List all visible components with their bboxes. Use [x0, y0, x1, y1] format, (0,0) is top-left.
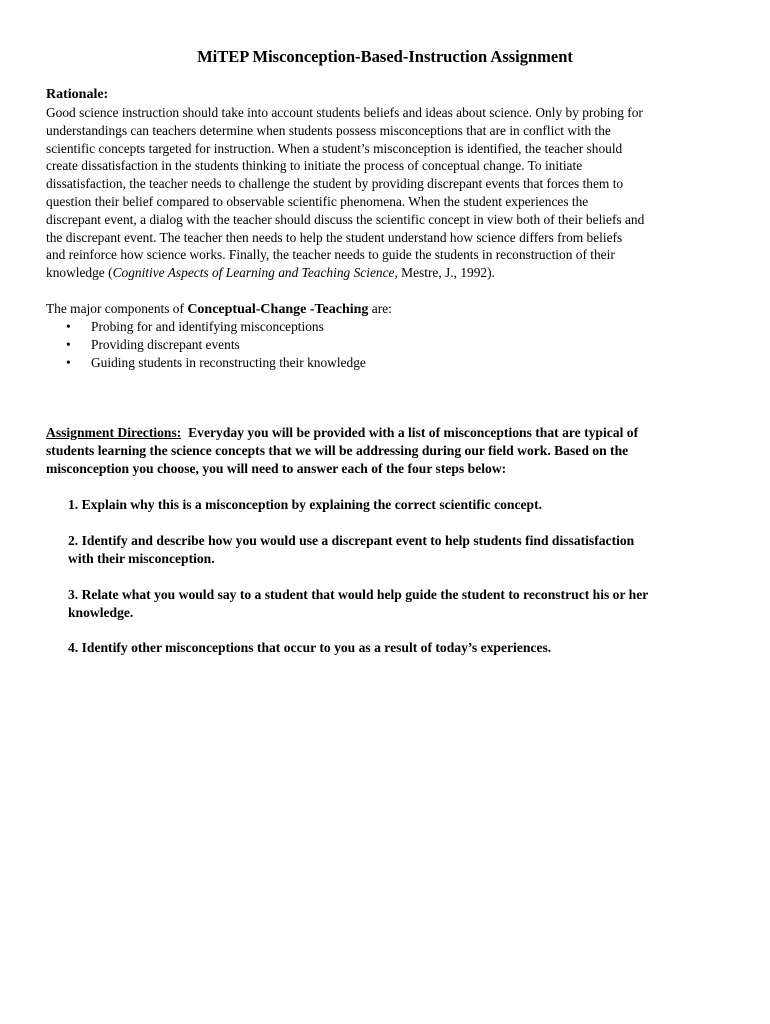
components-intro-prefix: The major components of: [46, 301, 188, 316]
step-line: 2. Identify and describe how you would use a discrepant event to help students find dissatisfaction: [68, 533, 635, 548]
directions-line: students learning the science concepts that we will be addressing during our field work. Based on the: [46, 443, 629, 458]
rationale-paragraph: [46, 104, 736, 282]
step-1: [68, 496, 748, 514]
citation-prefix: knowledge (: [46, 265, 113, 281]
document-title: MiTEP Misconception-Based-Instruction Assignment: [197, 47, 573, 66]
citation-title: Cognitive Aspects of Learning and Teaching Science: [112, 265, 395, 281]
step-line: 1. Explain why this is a misconception by explaining the correct scientific concept.: [68, 497, 543, 512]
step-line: 4. Identify other misconceptions that occur to you as a result of today’s experiences.: [68, 640, 552, 655]
citation-suffix: , Mestre, J., 1992).: [394, 265, 495, 281]
rationale-line: dissatisfaction, the teacher needs to challenge the student by providing discrepant events that forces them to: [46, 176, 624, 192]
step-line: 3. Relate what you would say to a student that would help guide the student to reconstruct his or her: [68, 587, 649, 602]
directions-line: misconception you choose, you will need to answer each of the four steps below:: [46, 461, 507, 476]
rationale-line: and reinforce how science works. Finally, the teacher needs to guide the students in reconstruction of their: [46, 247, 615, 263]
list-item-text: Guiding students in reconstructing their knowledge: [91, 355, 366, 370]
bullet-icon: •: [66, 355, 71, 370]
step-line: knowledge.: [68, 605, 134, 620]
list-item: [64, 336, 366, 354]
directions-text: Everyday you will be provided with a list of misconceptions that are typical of: [181, 425, 639, 440]
step-4: [68, 639, 748, 657]
step-3: [68, 586, 748, 622]
components-intro-suffix: are:: [368, 301, 392, 316]
rationale-line: scientific concepts targeted for instruction. When a student’s misconception is identified, the teacher should: [46, 140, 623, 156]
rationale-line: question their belief compared to observable scientific phenomena. When the student experiences the: [46, 193, 589, 209]
rationale-citation-line: [46, 264, 736, 282]
step-line: with their misconception.: [68, 551, 215, 566]
list-item: [64, 354, 366, 372]
list-item-text: Providing discrepant events: [91, 337, 240, 352]
rationale-line: discrepant event, a dialog with the teacher should discuss the scientific concept in view both of their beliefs and: [46, 211, 645, 227]
directions-line: [46, 424, 736, 442]
step-2: [68, 532, 748, 568]
rationale-heading: Rationale:: [46, 87, 109, 102]
components-intro: [46, 300, 392, 319]
assignment-directions: [46, 424, 736, 478]
list-item: [64, 318, 366, 336]
components-list: [64, 318, 366, 372]
rationale-line: the discrepant event. The teacher then needs to help the student understand how science differs from beliefs: [46, 229, 623, 245]
directions-label: Assignment Directions:: [46, 425, 182, 440]
rationale-line: create dissatisfaction in the students thinking to initiate the process of conceptual change. To initiate: [46, 158, 583, 174]
bullet-icon: •: [66, 337, 71, 352]
list-item-text: Probing for and identifying misconceptions: [91, 319, 324, 334]
components-intro-term: Conceptual-Change -Teaching: [187, 302, 369, 317]
bullet-icon: •: [66, 319, 71, 334]
rationale-line: understandings can teachers determine when students possess misconceptions that are in conflict with the: [46, 122, 611, 138]
rationale-line: Good science instruction should take into account students beliefs and ideas about science. Only by probing for: [46, 105, 643, 120]
